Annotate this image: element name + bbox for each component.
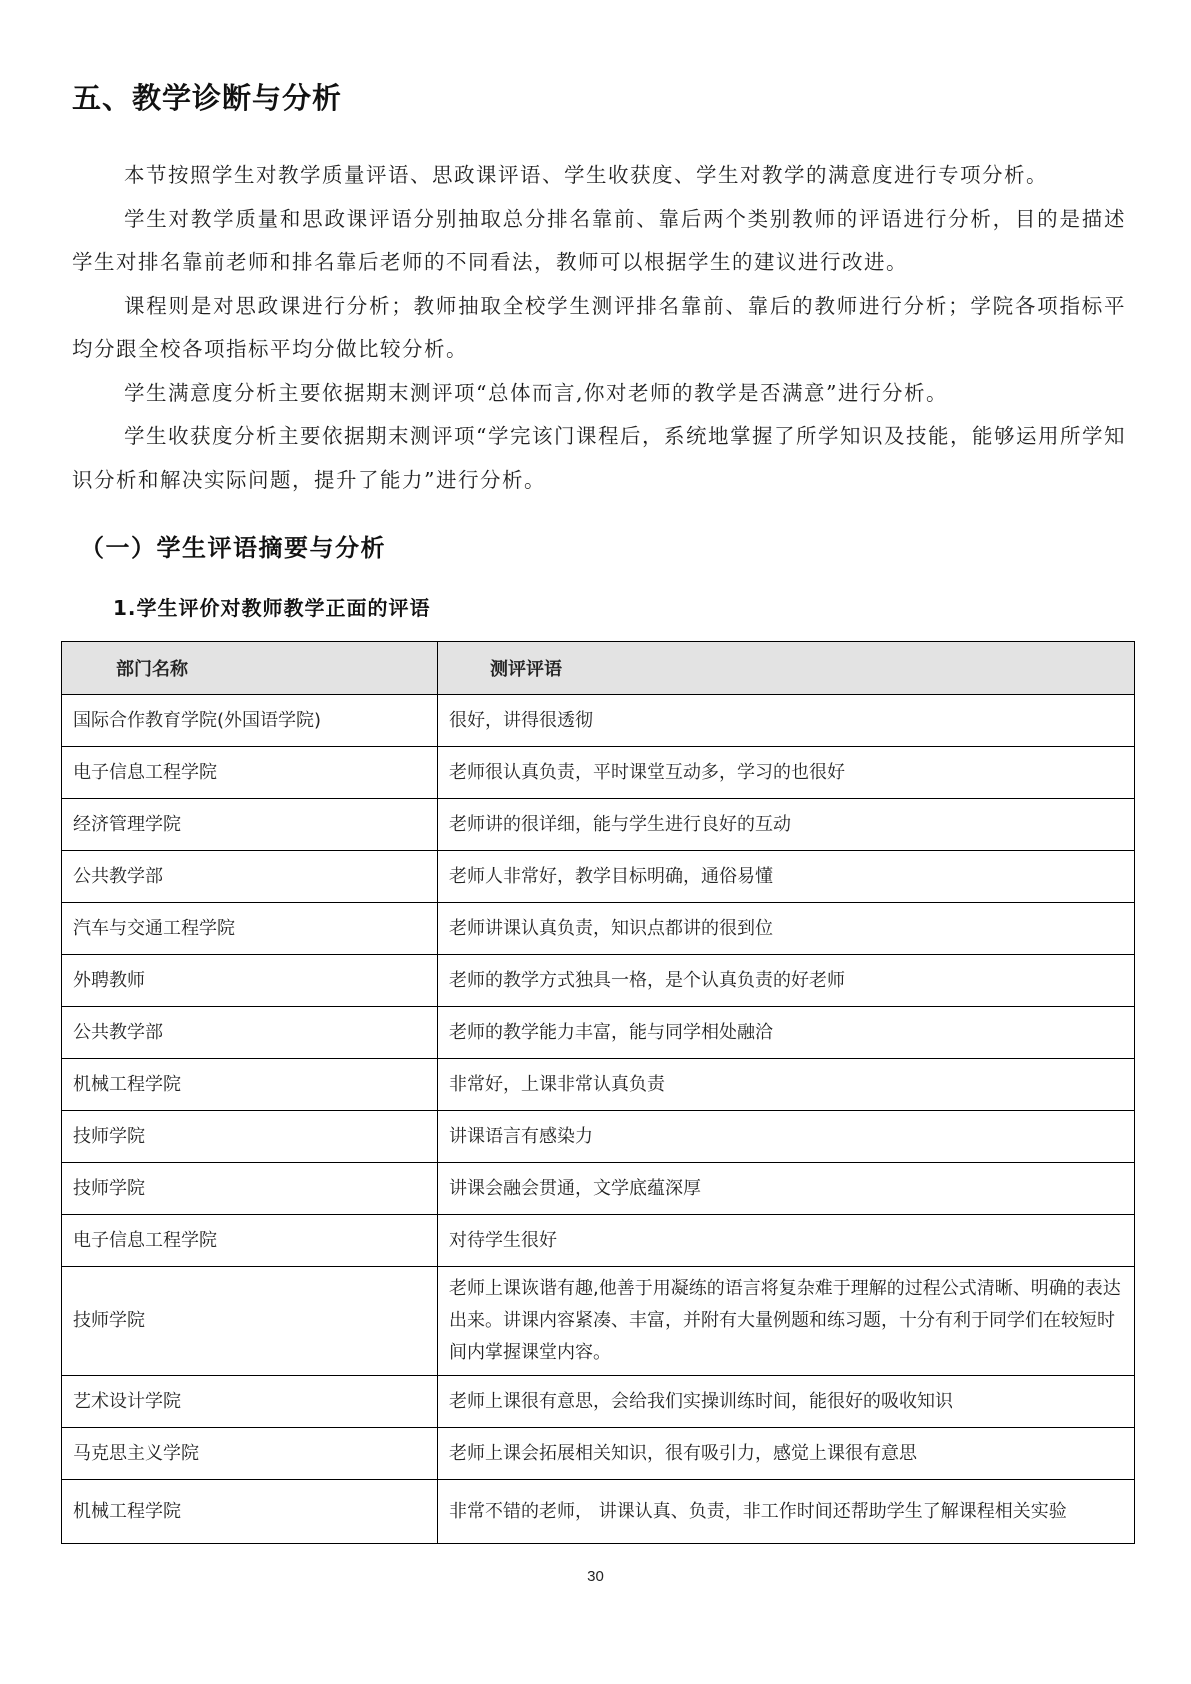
table-header-row <box>62 642 1135 695</box>
intro-paragraph: 本节按照学生对教学质量评语、思政课评语、学生收获度、学生对教学的满意度进行专项分析。 <box>124 163 1048 187</box>
comment-cell: 非常好，上课非常认真负责 <box>438 1059 1135 1111</box>
table-row <box>62 903 1135 955</box>
intro-paragraph: 学生收获度分析主要依据期末测评项“学完该门课程后，系统地掌握了所学知识及技能，能够运用所学知识分析和解决实际问题，提升了能力”进行分析。 <box>72 424 1126 492</box>
comment-cell: 老师上课很有意思，会给我们实操训练时间，能很好的吸收知识 <box>438 1376 1135 1428</box>
table-row <box>62 1215 1135 1267</box>
department-cell: 经济管理学院 <box>62 799 438 851</box>
comment-cell: 老师很认真负责，平时课堂互动多，学习的也很好 <box>438 747 1135 799</box>
department-cell: 公共教学部 <box>62 851 438 903</box>
table-row <box>62 1267 1135 1376</box>
section-title: 五、教学诊断与分析 <box>72 81 343 115</box>
table-row <box>62 1480 1135 1544</box>
intro-paragraph: 课程则是对思政课进行分析；教师抽取全校学生测评排名靠前、靠后的教师进行分析；学院各项指标平均分跟全校各项指标平均分做比较分析。 <box>72 293 1126 361</box>
department-cell: 电子信息工程学院 <box>62 747 438 799</box>
comment-cell: 老师人非常好，教学目标明确，通俗易懂 <box>438 851 1135 903</box>
comment-cell: 老师上课诙谐有趣,他善于用凝练的语言将复杂难于理解的过程公式清晰、明确的表达出来。讲课内容紧凑、丰富，并附有大量例题和练习题，十分有利于同学们在较短时间内掌握课堂内容。 <box>438 1267 1135 1376</box>
intro-paragraph: 学生满意度分析主要依据期末测评项“总体而言,你对老师的教学是否满意”进行分析。 <box>124 380 948 405</box>
table-row <box>62 1376 1135 1428</box>
department-cell: 机械工程学院 <box>62 1059 438 1111</box>
table-row <box>62 747 1135 799</box>
header-comment: 测评评语 <box>438 642 1135 695</box>
comment-cell: 老师讲的很详细，能与学生进行良好的互动 <box>438 799 1135 851</box>
department-cell: 电子信息工程学院 <box>62 1215 438 1267</box>
intro-text <box>72 154 1126 502</box>
comment-cell: 老师的教学方式独具一格，是个认真负责的好老师 <box>438 955 1135 1007</box>
table-row <box>62 955 1135 1007</box>
table-row <box>62 1428 1135 1480</box>
department-cell: 公共教学部 <box>62 1007 438 1059</box>
comment-cell: 老师的教学能力丰富，能与同学相处融洽 <box>438 1007 1135 1059</box>
comment-cell: 讲课语言有感染力 <box>438 1111 1135 1163</box>
comment-cell: 很好，讲得很透彻 <box>438 695 1135 747</box>
header-department: 部门名称 <box>62 642 438 695</box>
department-cell: 国际合作教育学院(外国语学院) <box>62 695 438 747</box>
comment-cell: 对待学生很好 <box>438 1215 1135 1267</box>
table-row <box>62 1007 1135 1059</box>
department-cell: 汽车与交通工程学院 <box>62 903 438 955</box>
department-cell: 马克思主义学院 <box>62 1428 438 1480</box>
table-row <box>62 1163 1135 1215</box>
comments-table <box>61 641 1135 1544</box>
department-cell: 机械工程学院 <box>62 1480 438 1544</box>
page-number: 30 <box>587 1568 604 1585</box>
table-row <box>62 851 1135 903</box>
table-row <box>62 799 1135 851</box>
department-cell: 技师学院 <box>62 1111 438 1163</box>
department-cell: 技师学院 <box>62 1267 438 1376</box>
department-cell: 外聘教师 <box>62 955 438 1007</box>
table-row <box>62 1059 1135 1111</box>
comment-cell: 讲课会融会贯通，文学底蕴深厚 <box>438 1163 1135 1215</box>
intro-paragraph: 学生对教学质量和思政课评语分别抽取总分排名靠前、靠后两个类别教师的评语进行分析，目的是描述学生对排名靠前老师和排名靠后老师的不同看法，教师可以根据学生的建议进行改进。 <box>72 206 1126 274</box>
table-row <box>62 695 1135 747</box>
comment-cell: 非常不错的老师， 讲课认真、负责，非工作时间还帮助学生了解课程相关实验 <box>438 1480 1135 1544</box>
subsection-title: （一）学生评语摘要与分析 <box>80 534 386 562</box>
comment-cell: 老师讲课认真负责，知识点都讲的很到位 <box>438 903 1135 955</box>
department-cell: 技师学院 <box>62 1163 438 1215</box>
table-row <box>62 1111 1135 1163</box>
comment-cell: 老师上课会拓展相关知识，很有吸引力，感觉上课很有意思 <box>438 1428 1135 1480</box>
subsubsection-title: 1.学生评价对教师教学正面的评语 <box>113 596 431 620</box>
department-cell: 艺术设计学院 <box>62 1376 438 1428</box>
